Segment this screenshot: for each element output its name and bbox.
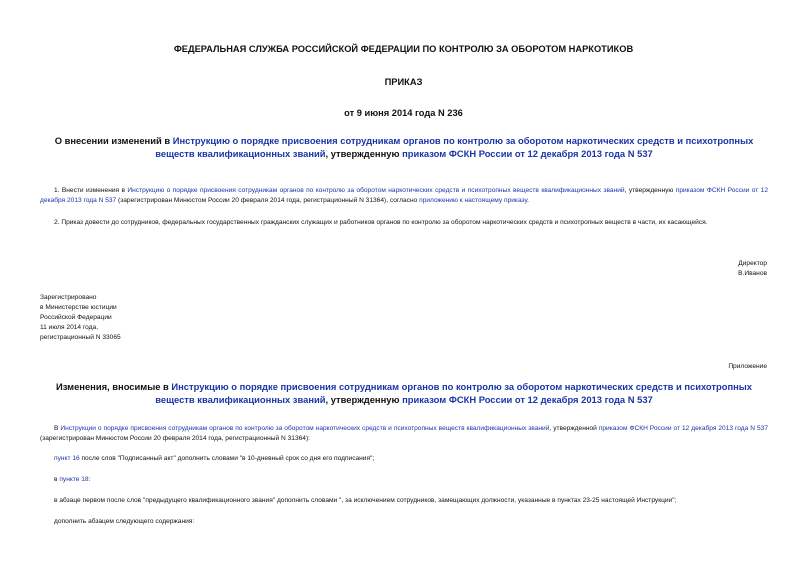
appendix-paragraph-3 [40, 475, 768, 485]
p1-end: . [527, 197, 529, 204]
appendix-title [40, 381, 768, 406]
ap3-prefix: в [54, 476, 60, 483]
appendix-paragraph-4: в абзаце первом после слов "предыдущего квалификационного звания" дополнить словами ", за исключением сотрудников, замещающих должности, указанные в пунктах 23-25 настоящей Инструкции"; [54, 497, 677, 504]
order-537-link[interactable]: приказом ФСКН России от 12 декабря 2013 года N 537 [402, 147, 653, 159]
p1-appendix-link[interactable]: приложению к настоящему приказу [419, 197, 528, 204]
point-18-link[interactable]: пункте 18 [59, 476, 89, 483]
appendix-label: Приложение [728, 363, 767, 370]
doc-type-heading: ПРИКАЗ [384, 77, 423, 87]
order-title [40, 135, 768, 160]
appendix-paragraph-5: дополнить абзацем следующего содержания: [54, 518, 195, 525]
instruction-link[interactable]: Инструкцию о порядке присвоения сотрудникам органов по контролю за оборотом наркотических средств и психотропных веществ квалификационных званий [155, 135, 754, 159]
ap1-instruction-link[interactable]: Инструкции о порядке присвоения сотрудникам органов по контролю за оборотом наркотических средств и психотропных веществ квалификационных званий [60, 425, 550, 432]
ap1-end: (зарегистрирован Минюстом России 20 февраля 2014 года, регистрационный N 31364): [40, 435, 310, 442]
ap1-order-link[interactable]: приказом ФСКН России от 12 декабря 2013 года N 537 [598, 425, 768, 432]
ap3-end: : [88, 476, 91, 483]
p1-mid2: (зарегистрирован Минюстом России 20 февраля 2014 года, регистрационный N 31364), согласно [116, 197, 420, 204]
point-16-link[interactable]: пункт 16 [54, 455, 80, 462]
reg-line-4: 11 июля 2014 года, [40, 324, 99, 332]
appendix-instruction-link[interactable]: Инструкцию о порядке присвоения сотрудникам органов по контролю за оборотом наркотических средств и психотропных веществ квалификационных званий [155, 381, 753, 405]
ap1-prefix: В [54, 425, 61, 432]
registration-block [40, 293, 121, 343]
signature-name: В.Иванов [738, 270, 767, 277]
appendix-paragraph-1 [40, 424, 768, 444]
date-number-heading: от 9 июня 2014 года N 236 [344, 108, 463, 118]
paragraph-2: 2. Приказ довести до сотрудников, федеральных государственных гражданских служащих и работников органов по контролю за оборотом наркотических средств и психотропных веществ в части, их касающейся. [54, 219, 708, 226]
appendix-title-prefix: Изменения, вносимые в [55, 381, 172, 392]
agency-heading: ФЕДЕРАЛЬНАЯ СЛУЖБА РОССИЙСКОЙ ФЕДЕРАЦИИ ПО КОНТРОЛЮ ЗА ОБОРОТОМ НАРКОТИКОВ [173, 44, 634, 54]
signature-block [738, 259, 767, 279]
appendix-order-link[interactable]: приказом ФСКН России от 12 декабря 2013 года N 537 [402, 393, 653, 405]
paragraph-1 [40, 186, 768, 206]
reg-line-3: Российской Федерации [40, 314, 112, 322]
ap1-mid1: , утвержденной [549, 425, 599, 432]
signature-position: Директор [738, 260, 767, 267]
p1-order-link[interactable]: приказом ФСКН России от 12 декабря 2013 года N 537 [40, 187, 769, 204]
title-middle: , утвержденную [325, 147, 403, 159]
p1-prefix: 1. Внести изменения в [54, 187, 128, 194]
appendix-title-middle: , утвержденную [325, 393, 403, 405]
p1-instruction-link[interactable]: Инструкцию о порядке присвоения сотрудникам органов по контролю за оборотом наркотических средств и психотропных веществ квалификационных званий [127, 187, 625, 194]
reg-line-5: регистрационный N 33065 [40, 334, 121, 342]
reg-line-2: в Министерстве юстиции [40, 304, 117, 312]
title-prefix: О внесении изменений в [54, 135, 173, 146]
reg-line-1: Зарегистрировано [40, 294, 97, 301]
ap2-text: после слов "Подписанный акт" дополнить словами "в 10-дневный срок со дня его подписания"; [79, 455, 375, 462]
appendix-paragraph-2 [40, 454, 768, 464]
p1-mid1: , утвержденную [624, 187, 676, 194]
